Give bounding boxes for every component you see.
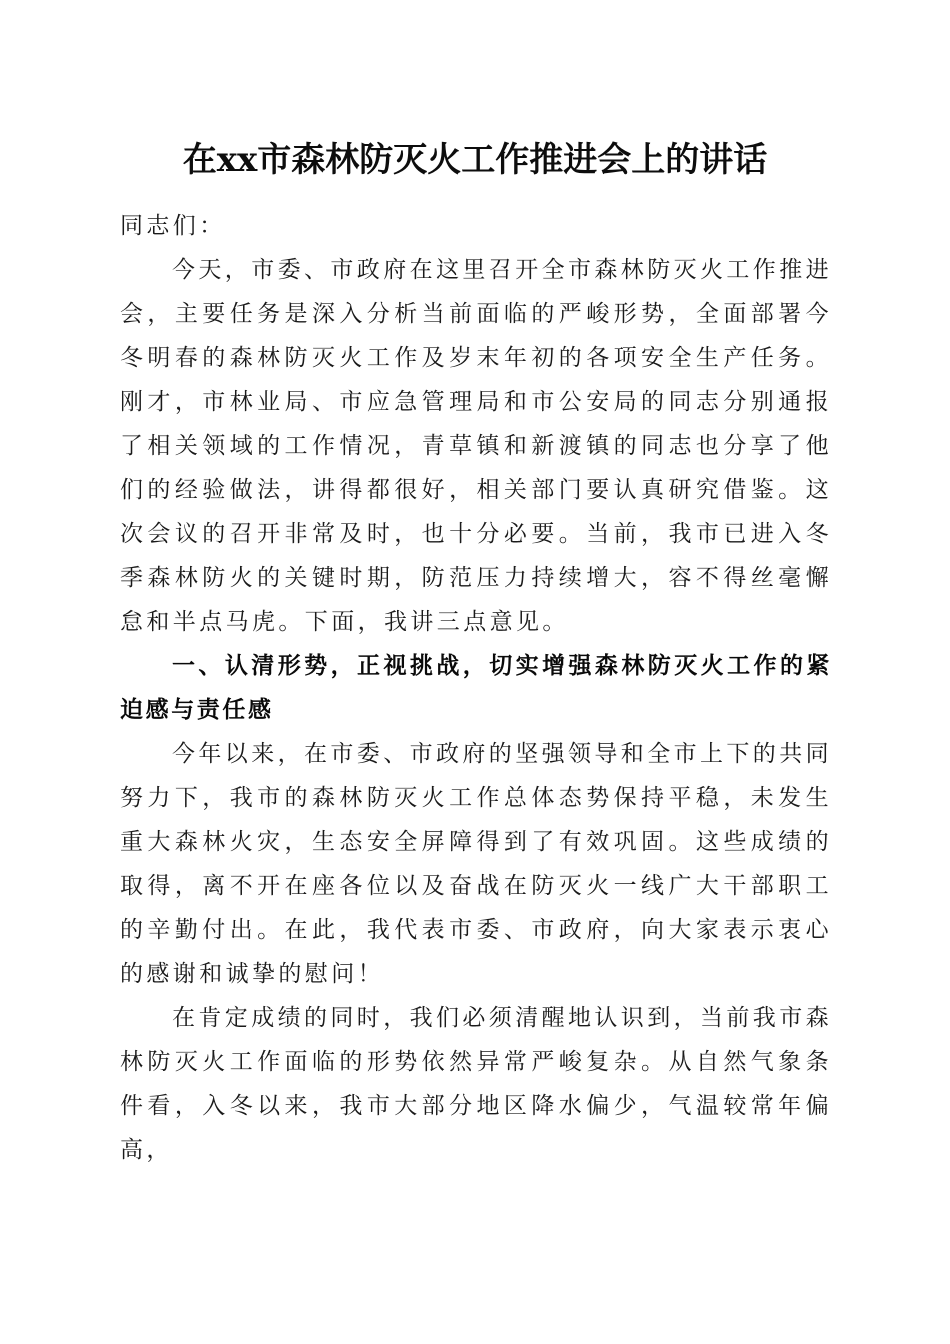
document-body [120,204,832,1172]
paragraph-achievements: 今年以来，在市委、市政府的坚强领导和全市上下的共同努力下，我市的森林防灭火工作总体态势保持平稳，未发生重大森林火灾，生态安全屏障得到了有效巩固。这些成绩的取得，离不开在座各位以及奋战在防灭火一线广大干部职工的辛勤付出。在此，我代表市委、市政府，向大家表示衷心的感谢和诚挚的慰问！ [120,741,832,987]
paragraph-challenges: 在肯定成绩的同时，我们必须清醒地认识到，当前我市森林防灭火工作面临的形势依然异常严峻复杂。从自然气象条件看，入冬以来，我市大部分地区降水偏少，气温较常年偏高， [120,1005,832,1163]
salutation: 同志们： [120,213,226,239]
paragraph-intro: 今天，市委、市政府在这里召开全市森林防灭火工作推进会，主要任务是深入分析当前面临的严峻形势，全面部署今冬明春的森林防灭火工作及岁末年初的各项安全生产任务。刚才，市林业局、市应急管理局和市公安局的同志分别通报了相关领域的工作情况，青草镇和新渡镇的同志也分享了他们的经验做法，讲得都很好，相关部门要认真研究借鉴。这次会议的召开非常及时，也十分必要。当前，我市已进入冬季森林防火的关键时期，防范压力持续增大，容不得丝毫懈怠和半点马虎。下面，我讲三点意见。 [120,257,832,635]
section-heading-1: 一、认清形势，正视挑战，切实增强森林防灭火工作的紧迫感与责任感 [120,653,832,723]
document-title: 在xx市森林防灭火工作推进会上的讲话 [182,140,768,180]
